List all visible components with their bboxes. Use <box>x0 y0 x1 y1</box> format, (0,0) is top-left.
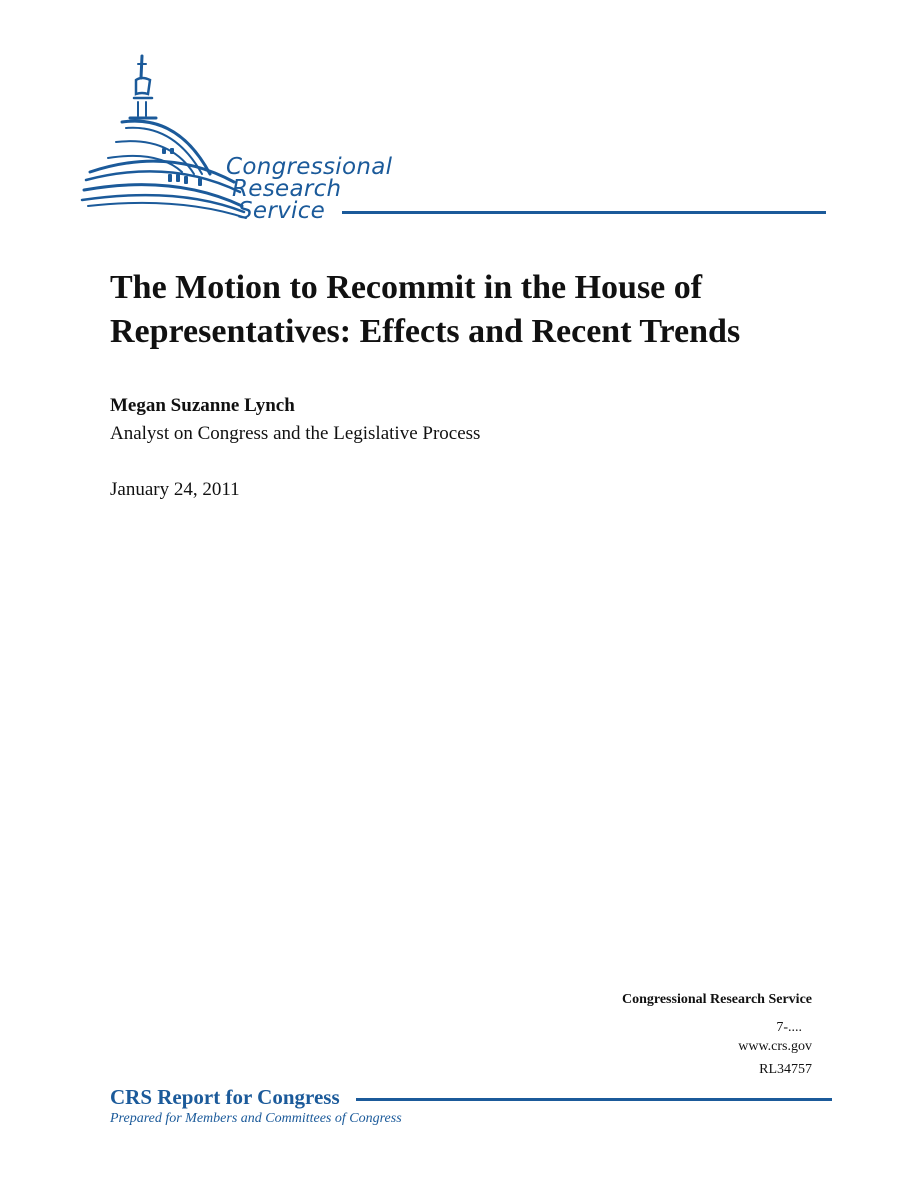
logo-text-service: Service <box>238 198 326 224</box>
meta-number: 7-.... <box>776 1020 802 1035</box>
logo-text-congressional: Congressional <box>226 154 393 180</box>
meta-report-id: RL34757 <box>759 1062 812 1077</box>
author-name: Megan Suzanne Lynch <box>110 395 295 416</box>
footer-title: CRS Report for Congress <box>110 1085 340 1109</box>
report-title: The Motion to Recommit in the House of Representatives: Effects and Recent Trends <box>110 269 741 350</box>
report-date: January 24, 2011 <box>110 479 240 500</box>
footer-rule <box>356 1098 832 1101</box>
logo-rule <box>342 211 826 214</box>
meta-organization: Congressional Research Service <box>621 992 812 1007</box>
footer-subtitle: Prepared for Members and Committees of Congress <box>110 1111 402 1126</box>
logo-text-research: Research <box>232 176 342 202</box>
crs-logo <box>78 50 838 230</box>
meta-website: www.crs.gov <box>738 1039 812 1054</box>
author-position: Analyst on Congress and the Legislative Process <box>110 423 481 444</box>
